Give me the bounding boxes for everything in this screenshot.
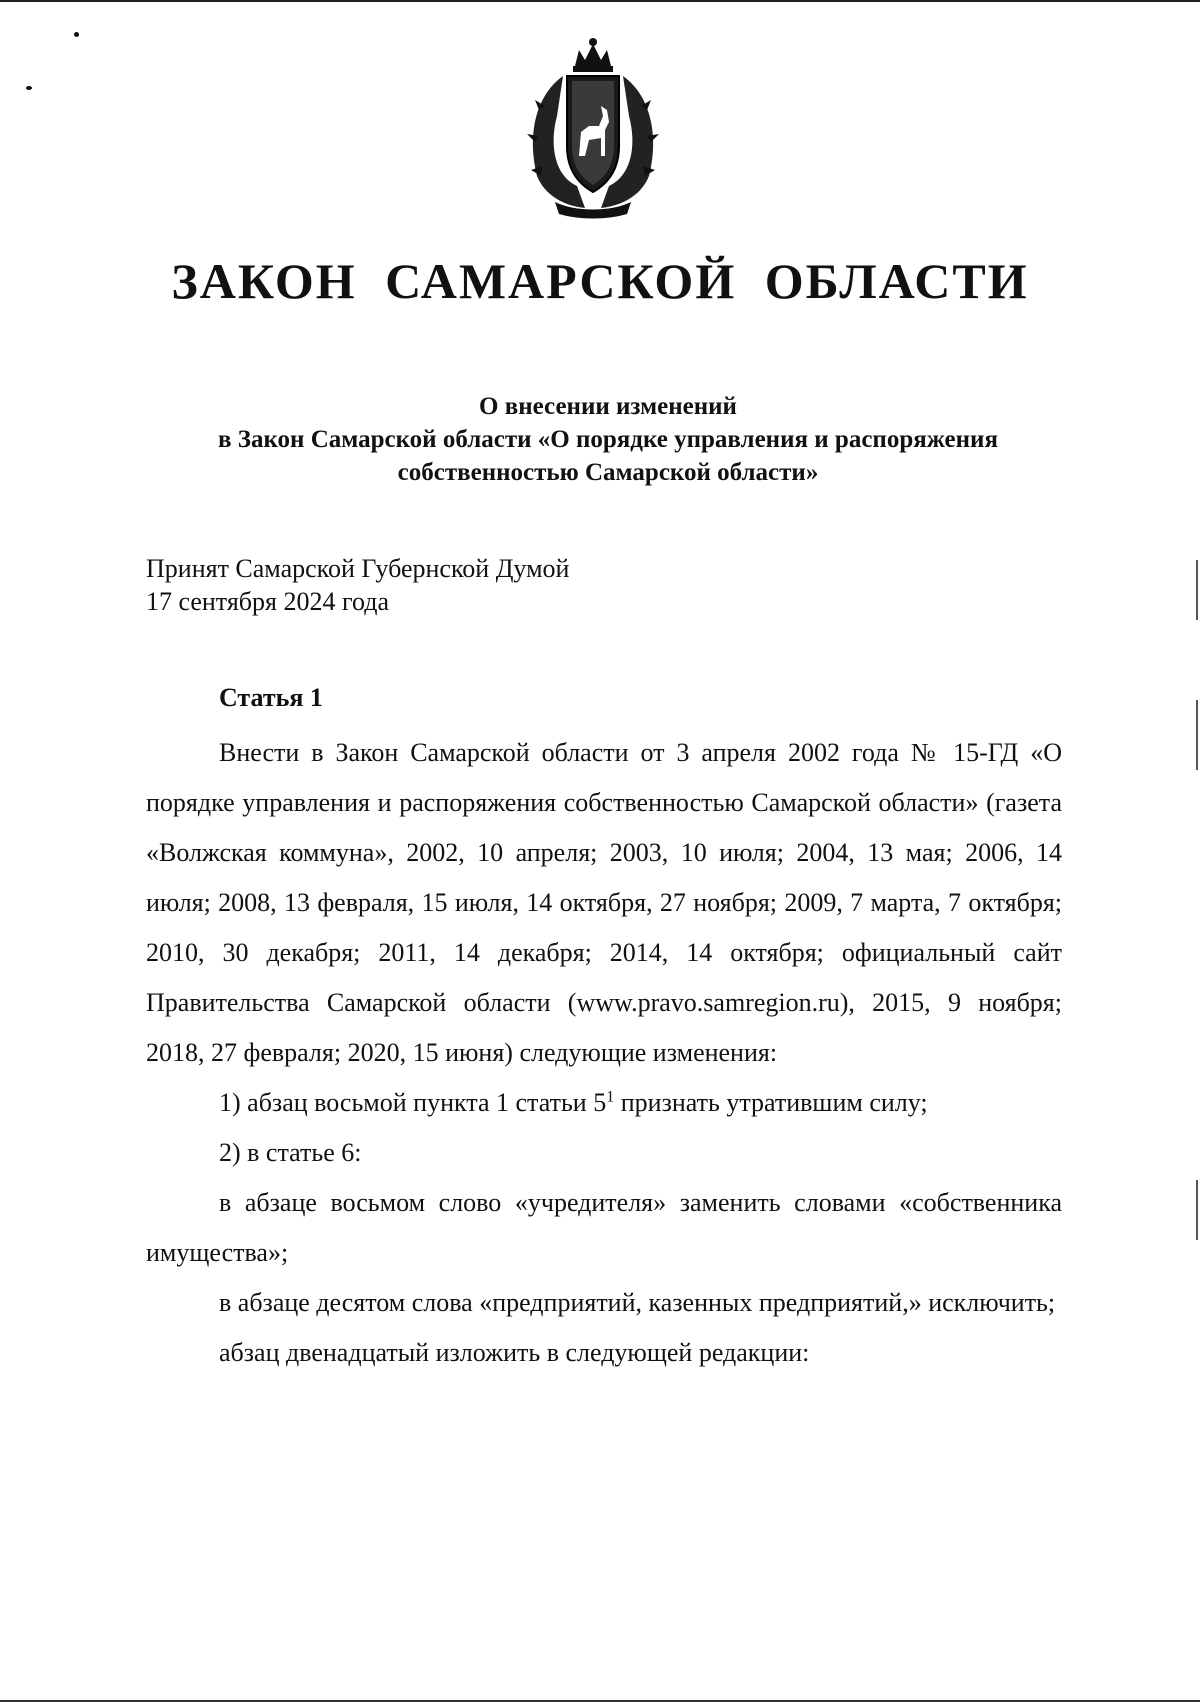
- adoption-note: [146, 552, 569, 618]
- superscript: 1: [606, 1088, 615, 1106]
- amendment-item-2: 2) в статье 6:: [219, 1138, 362, 1167]
- scan-bottom-edge: [0, 1700, 1200, 1702]
- scan-top-edge: [0, 0, 1200, 2]
- subject-line: собственностью Самарской области»: [397, 459, 819, 486]
- amendment-item-1-text: 1) абзац восьмой пункта 1 статьи 5: [219, 1088, 607, 1117]
- scan-speck: [74, 32, 79, 37]
- scan-speck: [26, 86, 32, 90]
- scan-edge-mark: [1196, 700, 1198, 770]
- law-title: ЗАКОН САМАРСКОЙ ОБЛАСТИ: [171, 253, 1029, 309]
- amendment-paragraph: в абзаце восьмом слово «учредителя» заменить словами «собственника имущества»;: [146, 1188, 1062, 1267]
- scan-edge-mark: [1196, 560, 1198, 620]
- subject-line: в Закон Самарской области «О порядке управления и распоряжения: [218, 426, 998, 453]
- amendment-paragraph: в абзаце десятом слова «предприятий, казенных предприятий,» исключить;: [219, 1288, 1056, 1317]
- subject-line: О внесении изменений: [479, 393, 737, 420]
- amendment-item-1-tail: признать утратившим силу;: [614, 1088, 928, 1117]
- adoption-date: 17 сентября 2024 года: [146, 587, 390, 616]
- scan-edge-mark: [1196, 1180, 1198, 1240]
- article-intro: Внести в Закон Самарской области от 3 апреля 2002 года № 15-ГД «О порядке управления и распоряжения собственностью Самарской области» (газета «Волжская коммуна», 2002, 10 апреля; 2003, 10 июля; 2004, 13 мая; 2006, 14 июля; 2008, 13 февраля, 15 июля, 14 октября, 27 ноября; 2009, 7 марта, 7 октября; 2010, 30 декабря; 2011, 14 декабря; 2014, 14 октября; официальный сайт Правительства Самарской области (www.pravo.samregion.ru), 2015, 9 ноября; 2018, 27 февраля; 2020, 15 июня) следующие изменения:: [146, 738, 1062, 1067]
- article-heading: Статья 1: [219, 683, 323, 712]
- adoption-body: Принят Самарской Губернской Думой: [146, 554, 570, 583]
- coat-of-arms-icon: [515, 36, 671, 220]
- article-body: [146, 728, 1062, 1378]
- law-subject: [0, 390, 1200, 489]
- amendment-paragraph: абзац двенадцатый изложить в следующей редакции:: [219, 1338, 810, 1367]
- amendment-item-1: [146, 1078, 1062, 1128]
